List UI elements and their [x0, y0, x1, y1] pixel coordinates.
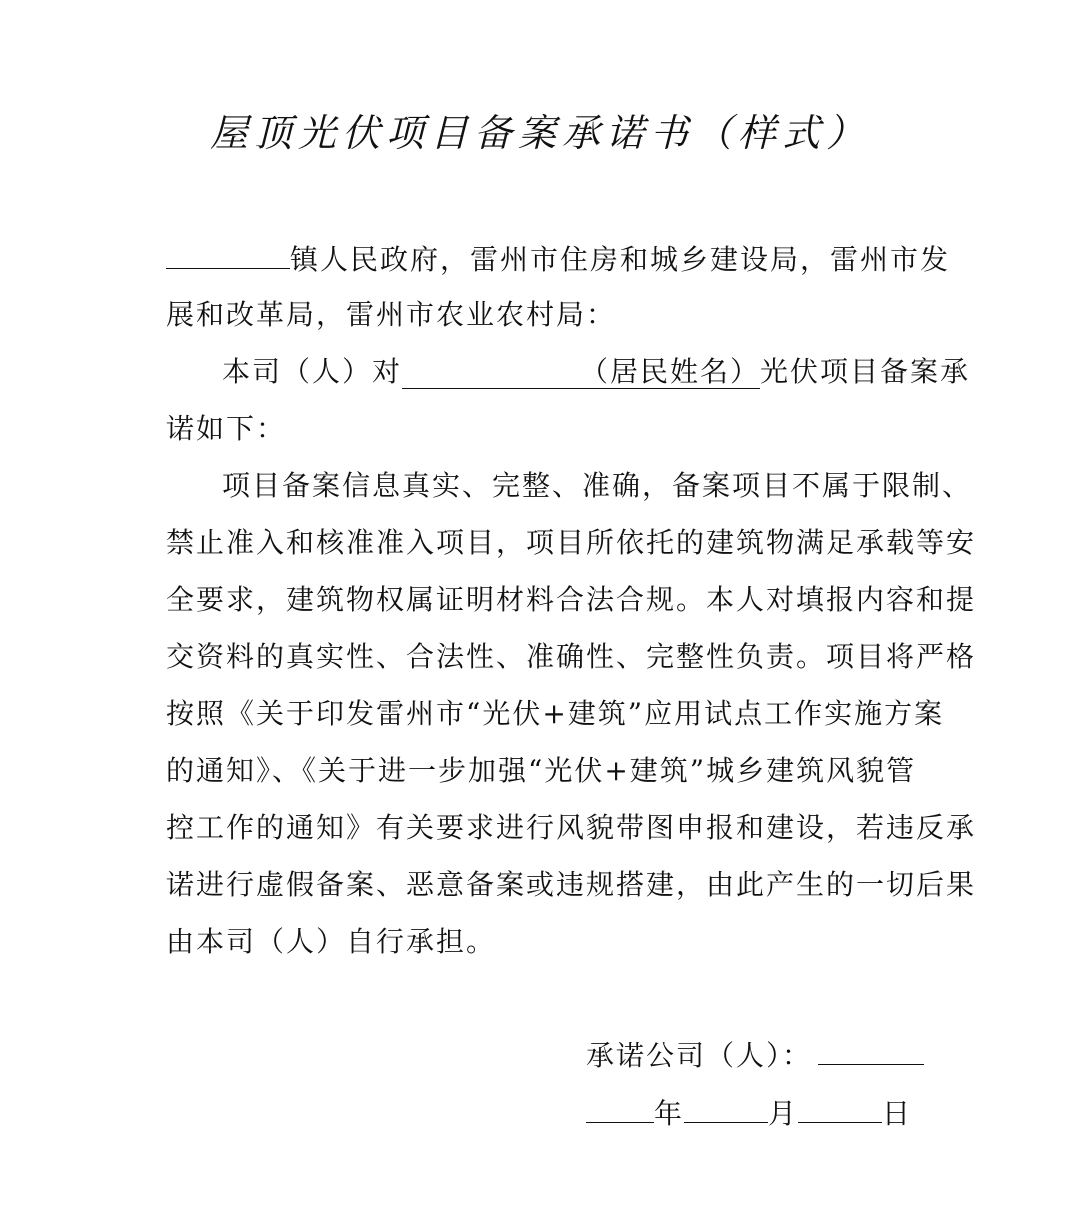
body-line-7: 控工作的通知》有关要求进行风貌带图申报和建设，若违反承 — [166, 811, 977, 844]
resident-name-hint: （居民姓名） — [580, 355, 761, 388]
intro-suffix: 光伏项目备案承 — [760, 355, 971, 388]
intro-prefix: 本司（人）对 — [222, 355, 403, 388]
day-label: 日 — [882, 1097, 913, 1130]
town-blank — [166, 238, 290, 269]
body-line-2: 禁止准入和核准准入项目，项目所依托的建筑物满足承载等安 — [166, 526, 977, 559]
body-line-3: 全要求，建筑物权属证明材料合法合规。本人对填报内容和提 — [166, 583, 977, 616]
document-title: 屋顶光伏项目备案承诺书（样式） — [209, 111, 870, 155]
body-line-5: 按照《关于印发雷州市“光伏+建筑”应用试点工作实施方案 — [166, 697, 945, 730]
month-blank — [684, 1092, 768, 1123]
addressee-line-2: 展和改革局，雷州市农业农村局： — [166, 298, 617, 331]
signature-blank — [818, 1034, 924, 1065]
year-blank — [586, 1092, 654, 1123]
body-line-8: 诺进行虚假备案、恶意备案或违规搭建，由此产生的一切后果 — [166, 868, 977, 901]
intro-line-2: 诺如下： — [166, 412, 287, 445]
day-blank — [798, 1092, 882, 1123]
intro-line-1 — [166, 352, 982, 392]
signature-label: 承诺公司（人）： — [586, 1039, 813, 1072]
body-line-6: 的通知》、《关于进一步加强“光伏+建筑”城乡建筑风貌管 — [166, 754, 917, 787]
year-label: 年 — [654, 1097, 685, 1130]
date-line — [586, 1092, 912, 1134]
addressee-line-1 — [166, 238, 951, 280]
addressee-text-1: 镇人民政府，雷州市住房和城乡建设局，雷州市发 — [290, 243, 951, 276]
resident-name-field — [402, 355, 760, 389]
body-line-4: 交资料的真实性、合法性、准确性、完整性负责。项目将严格 — [166, 640, 977, 673]
month-label: 月 — [768, 1097, 799, 1130]
signature-line — [586, 1034, 924, 1076]
body-line-9: 由本司（人）自行承担。 — [166, 925, 497, 958]
body-line-1: 项目备案信息真实、完整、准确，备案项目不属于限制、 — [222, 469, 973, 502]
